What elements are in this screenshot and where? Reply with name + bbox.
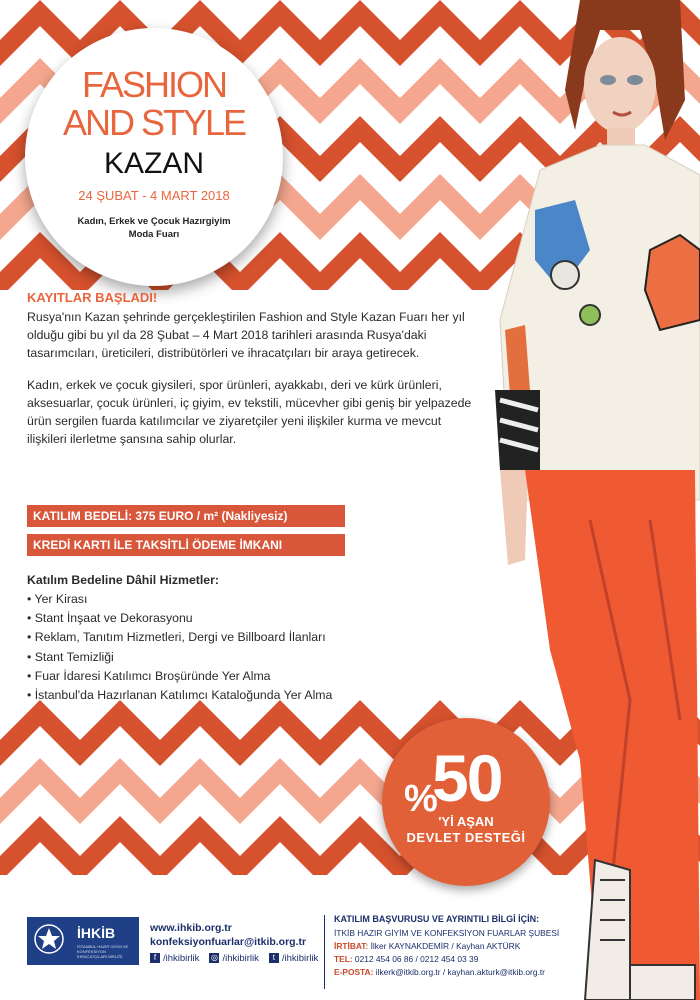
service-item: • Yer Kirası <box>27 592 88 606</box>
badge-line1: 'Yİ AŞAN <box>438 814 494 829</box>
twitter-link[interactable] <box>269 953 318 964</box>
contact-info <box>334 913 594 979</box>
participation-fee-bar: KATILIM BEDELİ: 375 EURO / m² (Nakliyesiz) <box>27 505 345 527</box>
contact-department: İTKİB HAZIR GİYİM VE KONFEKSİYON FUARLAR ŞUBESİ <box>334 928 560 938</box>
services-title: Katılım Bedeline Dâhil Hizmetler: <box>27 573 220 587</box>
facebook-link[interactable] <box>150 953 199 964</box>
email-link[interactable]: konfeksiyonfuarlar@itkib.org.tr <box>150 936 307 948</box>
credit-card-bar: KREDİ KARTI İLE TAKSİTLİ ÖDEME İMKANI <box>27 534 345 556</box>
contact-tel-row <box>334 953 594 966</box>
event-date: 24 ŞUBAT - 4 MART 2018 <box>78 188 230 203</box>
contact-person-label: İRTİBAT: <box>334 941 369 951</box>
service-item: • Reklam, Tanıtım Hizmetleri, Dergi ve Billboard İlanları <box>27 630 326 645</box>
instagram-handle: /ihkibirlik <box>222 953 259 964</box>
contact-mail[interactable]: ilkerk@itkib.org.tr / kayhan.akturk@itkib.org.tr <box>373 967 545 977</box>
services-list <box>27 590 467 705</box>
service-item: • İstanbul'da Hazırlanan Katılımcı Kataloğunda Yer Alma <box>27 688 333 703</box>
badge-line2: DEVLET DESTEĞİ <box>406 830 526 845</box>
contact-mail-row <box>334 966 594 979</box>
title-kazan: KAZAN <box>103 147 205 180</box>
included-services <box>27 573 467 705</box>
instagram-icon: ◎ <box>210 953 218 963</box>
contact-tel: 0212 454 06 86 / 0212 454 03 39 <box>352 954 479 964</box>
badge-number: 50 <box>432 741 502 815</box>
social-links <box>150 953 318 964</box>
star-icon <box>33 923 65 955</box>
contact-tel-label: TEL: <box>334 954 353 964</box>
intro-paragraph-1: Rusya'nın Kazan şehrinde gerçekleştirilen Fashion and Style Kazan Fuarı her yıl olduğu gibi bu yıl da 28 Şubat – 4 Mart 2018 tarihleri arasında Rusya'daki tasarımcıları, üreticileri, distribütörleri ve ihracatçıları bir araya getirecek. <box>27 310 465 360</box>
contact-mail-label: E-POSTA: <box>334 967 374 977</box>
logo-subtext: İSTANBUL HAZIR GİYİM VE KONFEKSİYON İHRACATÇILARI BİRLİĞİ <box>77 944 129 959</box>
footer-divider <box>324 915 325 989</box>
website-link[interactable]: www.ihkib.org.tr <box>150 922 232 934</box>
registration-heading: KAYITLAR BAŞLADI! <box>27 290 158 305</box>
intro-paragraph-2: Kadın, erkek ve çocuk giysileri, spor ürünleri, ayakkabı, deri ve kürk ürünleri, aksesuarlar, çocuk ürünleri, iç giyim, ev tekstili, mücevher gibi geniş bir yelpazede ürün sergilen fuarda katılımcılar ve ziyaretçiler yeni ilişkiler kurma ve mevcut ilişkileri ilerletme şansına sahip olurlar. <box>27 378 472 446</box>
footer <box>0 895 600 1000</box>
web-links <box>150 921 306 949</box>
event-title-circle <box>25 28 283 286</box>
government-support-badge <box>382 718 550 886</box>
event-subtitle-line1: Kadın, Erkek ve Çocuk Hazırgiyim <box>77 216 231 227</box>
contact-person: İlker KAYNAKDEMİR / Kayhan AKTÜRK <box>368 941 521 951</box>
twitter-handle: /ihkibirlik <box>281 953 319 964</box>
event-subtitle-line2: Moda Fuarı <box>128 229 180 240</box>
facebook-handle: /ihkibirlik <box>163 953 200 964</box>
instagram-link[interactable] <box>209 953 258 964</box>
badge-percent-sign: % <box>404 778 438 820</box>
ihkib-logo <box>27 917 139 965</box>
service-item: • Fuar İdaresi Katılımcı Broşüründe Yer Alma <box>27 668 271 683</box>
intro-section <box>27 290 472 462</box>
twitter-icon: t <box>269 953 279 963</box>
contact-heading: KATILIM BAŞVURUSU VE AYRINTILI BİLGİ İÇİN: <box>334 914 540 924</box>
service-item: • Stant Temizliği <box>27 649 114 664</box>
logo-text: İHKİB <box>77 925 116 941</box>
service-item: • Stant İnşaat ve Dekorasyonu <box>27 611 193 626</box>
title-fashion: FASHION <box>81 64 227 105</box>
title-and-style: AND STYLE <box>62 102 246 143</box>
facebook-icon: f <box>150 953 160 963</box>
contact-person-row <box>334 940 594 953</box>
